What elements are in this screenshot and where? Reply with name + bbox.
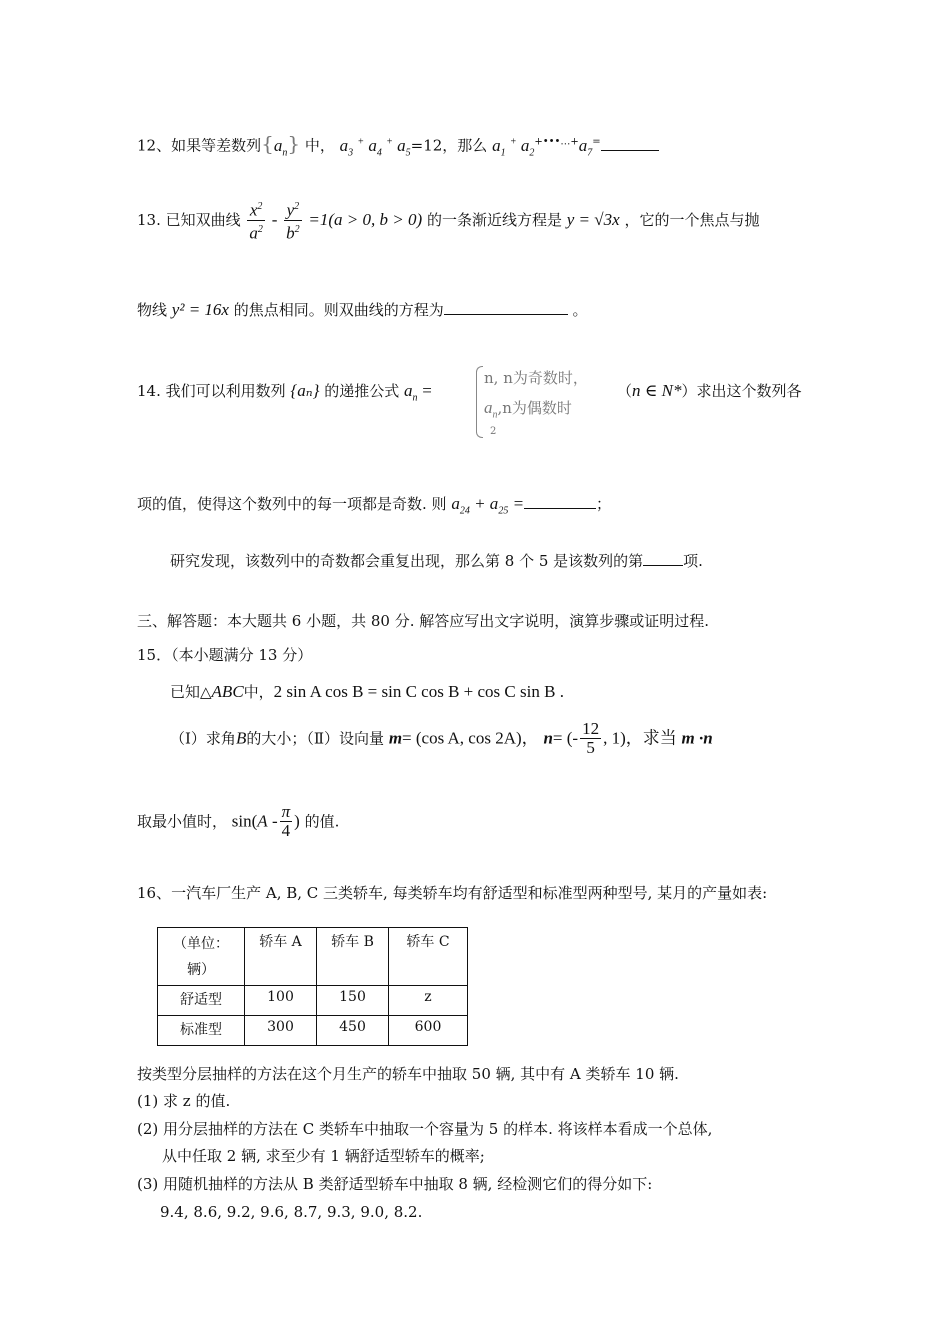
table-header-unit: （单位：辆） <box>158 928 245 986</box>
q14-cases-brace <box>476 366 483 438</box>
table-cell: 100 <box>245 986 317 1016</box>
q12-sum1: $a_3$ + $a_4$ + $a_5$ <box>339 135 411 159</box>
q14-case2: $a_n,n$为偶数时 <box>484 398 572 421</box>
q15-m-def: = (cos A, cos 2A)， <box>402 728 539 748</box>
q12-prefix: 12、如果等差数列 <box>137 136 262 155</box>
q14-line2 <box>137 494 611 521</box>
q13-frac-y: $\frac{y^2}{b^2}$ <box>284 198 302 242</box>
q15-part-b: 的大小；（Ⅱ）设向量 <box>246 729 385 748</box>
q15-given-prefix: 已知△ <box>170 683 212 701</box>
q16-part1: (1) 求 z 的值. <box>137 1092 231 1110</box>
table-cell: 150 <box>317 986 389 1016</box>
q15-vector-m: m <box>388 728 403 748</box>
q15-part-prefix: （Ⅰ）求角 <box>170 729 236 748</box>
q14-answer-blank-2[interactable] <box>643 565 683 566</box>
q13-frac-x: $\frac{x^2}{a^2}$ <box>247 198 265 242</box>
q12-a7: $a_7$ <box>578 135 593 159</box>
q15-line2: 取最小值时， sin(A - $\frac{\pi}{4}$ ) 的值. <box>137 802 340 840</box>
q13-line2-mid: 的焦点相同。则双曲线的方程为 <box>233 301 444 319</box>
table-header-car-a: 轿车 A <box>245 928 317 986</box>
q13-parabola: y² = 16x <box>171 300 229 319</box>
q14-line3-a: 研究发现，该数列中的奇数都会重复出现，那么第 8 个 5 是该数列的第 <box>170 552 644 570</box>
q14-seq: {aₙ} <box>290 381 320 400</box>
table-cell: 600 <box>389 1016 468 1046</box>
q12-seq-brace: { <box>261 131 274 156</box>
table-cell: 450 <box>317 1016 389 1046</box>
q12-dots: +•••…+ <box>534 136 579 148</box>
q15-line2-suffix: 的值. <box>304 812 340 831</box>
q16-after: 按类型分层抽样的方法在这个月生产的轿车中抽取 50 辆, 其中有 A 类轿车 10 辆. <box>137 1065 679 1083</box>
table-cell: 300 <box>245 1016 317 1046</box>
q14-line3-b: 项. <box>683 552 703 570</box>
q13-line1: 13. 已知双曲线 $\frac{x^2}{a^2}$ - $\frac{y^2}{b^2}$ =1(a > 0, b > 0) 的一条渐近线方程是 y = √3x ，它的一个焦点与抛 <box>137 198 759 242</box>
q14-line2-end: ； <box>596 495 612 513</box>
q14-line1: 14. 我们可以利用数列 {aₙ} 的递推公式 $a_n$ = <box>137 381 432 404</box>
table-cell: z <box>389 986 468 1016</box>
q16-scores: 9.4, 8.6, 9.2, 9.6, 8.7, 9.3, 9.0, 8.2. <box>160 1203 423 1221</box>
q14-case1: n, n为奇数时， <box>484 369 588 387</box>
q15-line2-prefix: 取最小值时， <box>137 812 228 831</box>
q15-parts: （Ⅰ）求角B的大小；（Ⅱ）设向量 m= (cos A, cos 2A)， n= (- $\frac{12}{5}$ , 1)，求当 m ·n <box>170 719 713 757</box>
q14-an: $a_n$ <box>403 381 418 404</box>
table-cell: 舒适型 <box>158 986 245 1016</box>
table-header-row <box>158 928 468 986</box>
q13-line2-prefix: 物线 <box>137 301 168 319</box>
q12-seq: $a_n$ <box>273 135 288 159</box>
q15-given-mid: 中， <box>243 683 274 701</box>
q12-mid: 中， <box>304 136 335 155</box>
q13-line2 <box>137 300 588 320</box>
q15-header: 15．（本小题满分 13 分） <box>137 646 313 664</box>
production-table <box>157 927 468 1046</box>
q14-sum: $a_{24} + a_{25}$ = <box>451 494 525 517</box>
q13-suffix: ，它的一个焦点与抛 <box>624 211 760 230</box>
table-header-car-b: 轿车 B <box>317 928 389 986</box>
q13-answer-blank[interactable] <box>444 314 568 315</box>
q15-frac-12-5: $\frac{12}{5}$ <box>582 719 600 757</box>
q14-line3 <box>170 551 703 571</box>
q14-prefix: 14. 我们可以利用数列 <box>137 382 286 400</box>
table-row <box>158 986 468 1016</box>
q12-sum2: $a_1$ + $a_2$ <box>492 135 535 159</box>
q12-eq2: = <box>592 136 601 148</box>
q16-part3: (3) 用随机抽样的方法从 B 类舒适型轿车中抽取 8 辆, 经检测它们的得分如下: <box>137 1175 653 1193</box>
section3-heading: 三、解答题：本大题共 6 小题，共 80 分. 解答应写出文字说明，演算步骤或证明过程. <box>137 612 710 630</box>
q14-answer-blank-1[interactable] <box>524 508 596 509</box>
q13-asymptote: y = √3x <box>566 210 620 230</box>
table-header-car-c: 轿车 C <box>389 928 468 986</box>
q15-given-eq: 2 sin A cos B = sin C cos B + cos C sin B . <box>273 682 564 701</box>
q12-line <box>137 132 659 163</box>
q15-given <box>170 682 564 702</box>
q14-cond: n ∈ N* <box>632 381 682 400</box>
q15-dot-product: m ·n <box>681 728 713 748</box>
q12-answer-blank[interactable] <box>601 150 659 151</box>
q15-triangle: ABC <box>211 682 244 701</box>
q13-cond: =1(a > 0, b > 0) <box>308 210 423 230</box>
q12-seq-brace-close: } <box>287 131 301 156</box>
q14-line1-tail: （n ∈ N*）求出这个数列各 <box>617 381 802 400</box>
q13-mid: 的一条渐近线方程是 <box>426 211 562 230</box>
q13-line2-end: 。 <box>572 301 588 319</box>
q14-case2-sub: 2 <box>490 426 497 437</box>
q14-suffix: ）求出这个数列各 <box>681 382 802 400</box>
q15-n-def-a: = (- <box>552 728 579 748</box>
q15-frac-pi-4: $\frac{\pi}{4}$ <box>281 802 291 840</box>
q13-prefix: 13. 已知双曲线 <box>137 211 241 230</box>
q14-mid: 的递推公式 <box>324 382 400 400</box>
q12-eq: =12，那么 <box>410 136 488 155</box>
q16-intro: 16、一汽车厂生产 A, B, C 三类轿车, 每类轿车均有舒适型和标准型两种型号, 某月的产量如表: <box>137 884 768 902</box>
q15-vector-n: n <box>543 728 553 748</box>
table-cell: 标准型 <box>158 1016 245 1046</box>
table-row <box>158 1016 468 1046</box>
q16-part2b: 从中任取 2 辆, 求至少有 1 辆舒适型轿车的概率; <box>162 1147 485 1165</box>
q16-part2a: (2) 用分层抽样的方法在 C 类轿车中抽取一个容量为 5 的样本. 将该样本看成一个总体, <box>137 1120 713 1138</box>
q15-n-def-b: , 1)，求当 <box>603 728 677 748</box>
q14-line2-text: 项的值，使得这个数列中的每一项都是奇数. 则 <box>137 495 447 513</box>
